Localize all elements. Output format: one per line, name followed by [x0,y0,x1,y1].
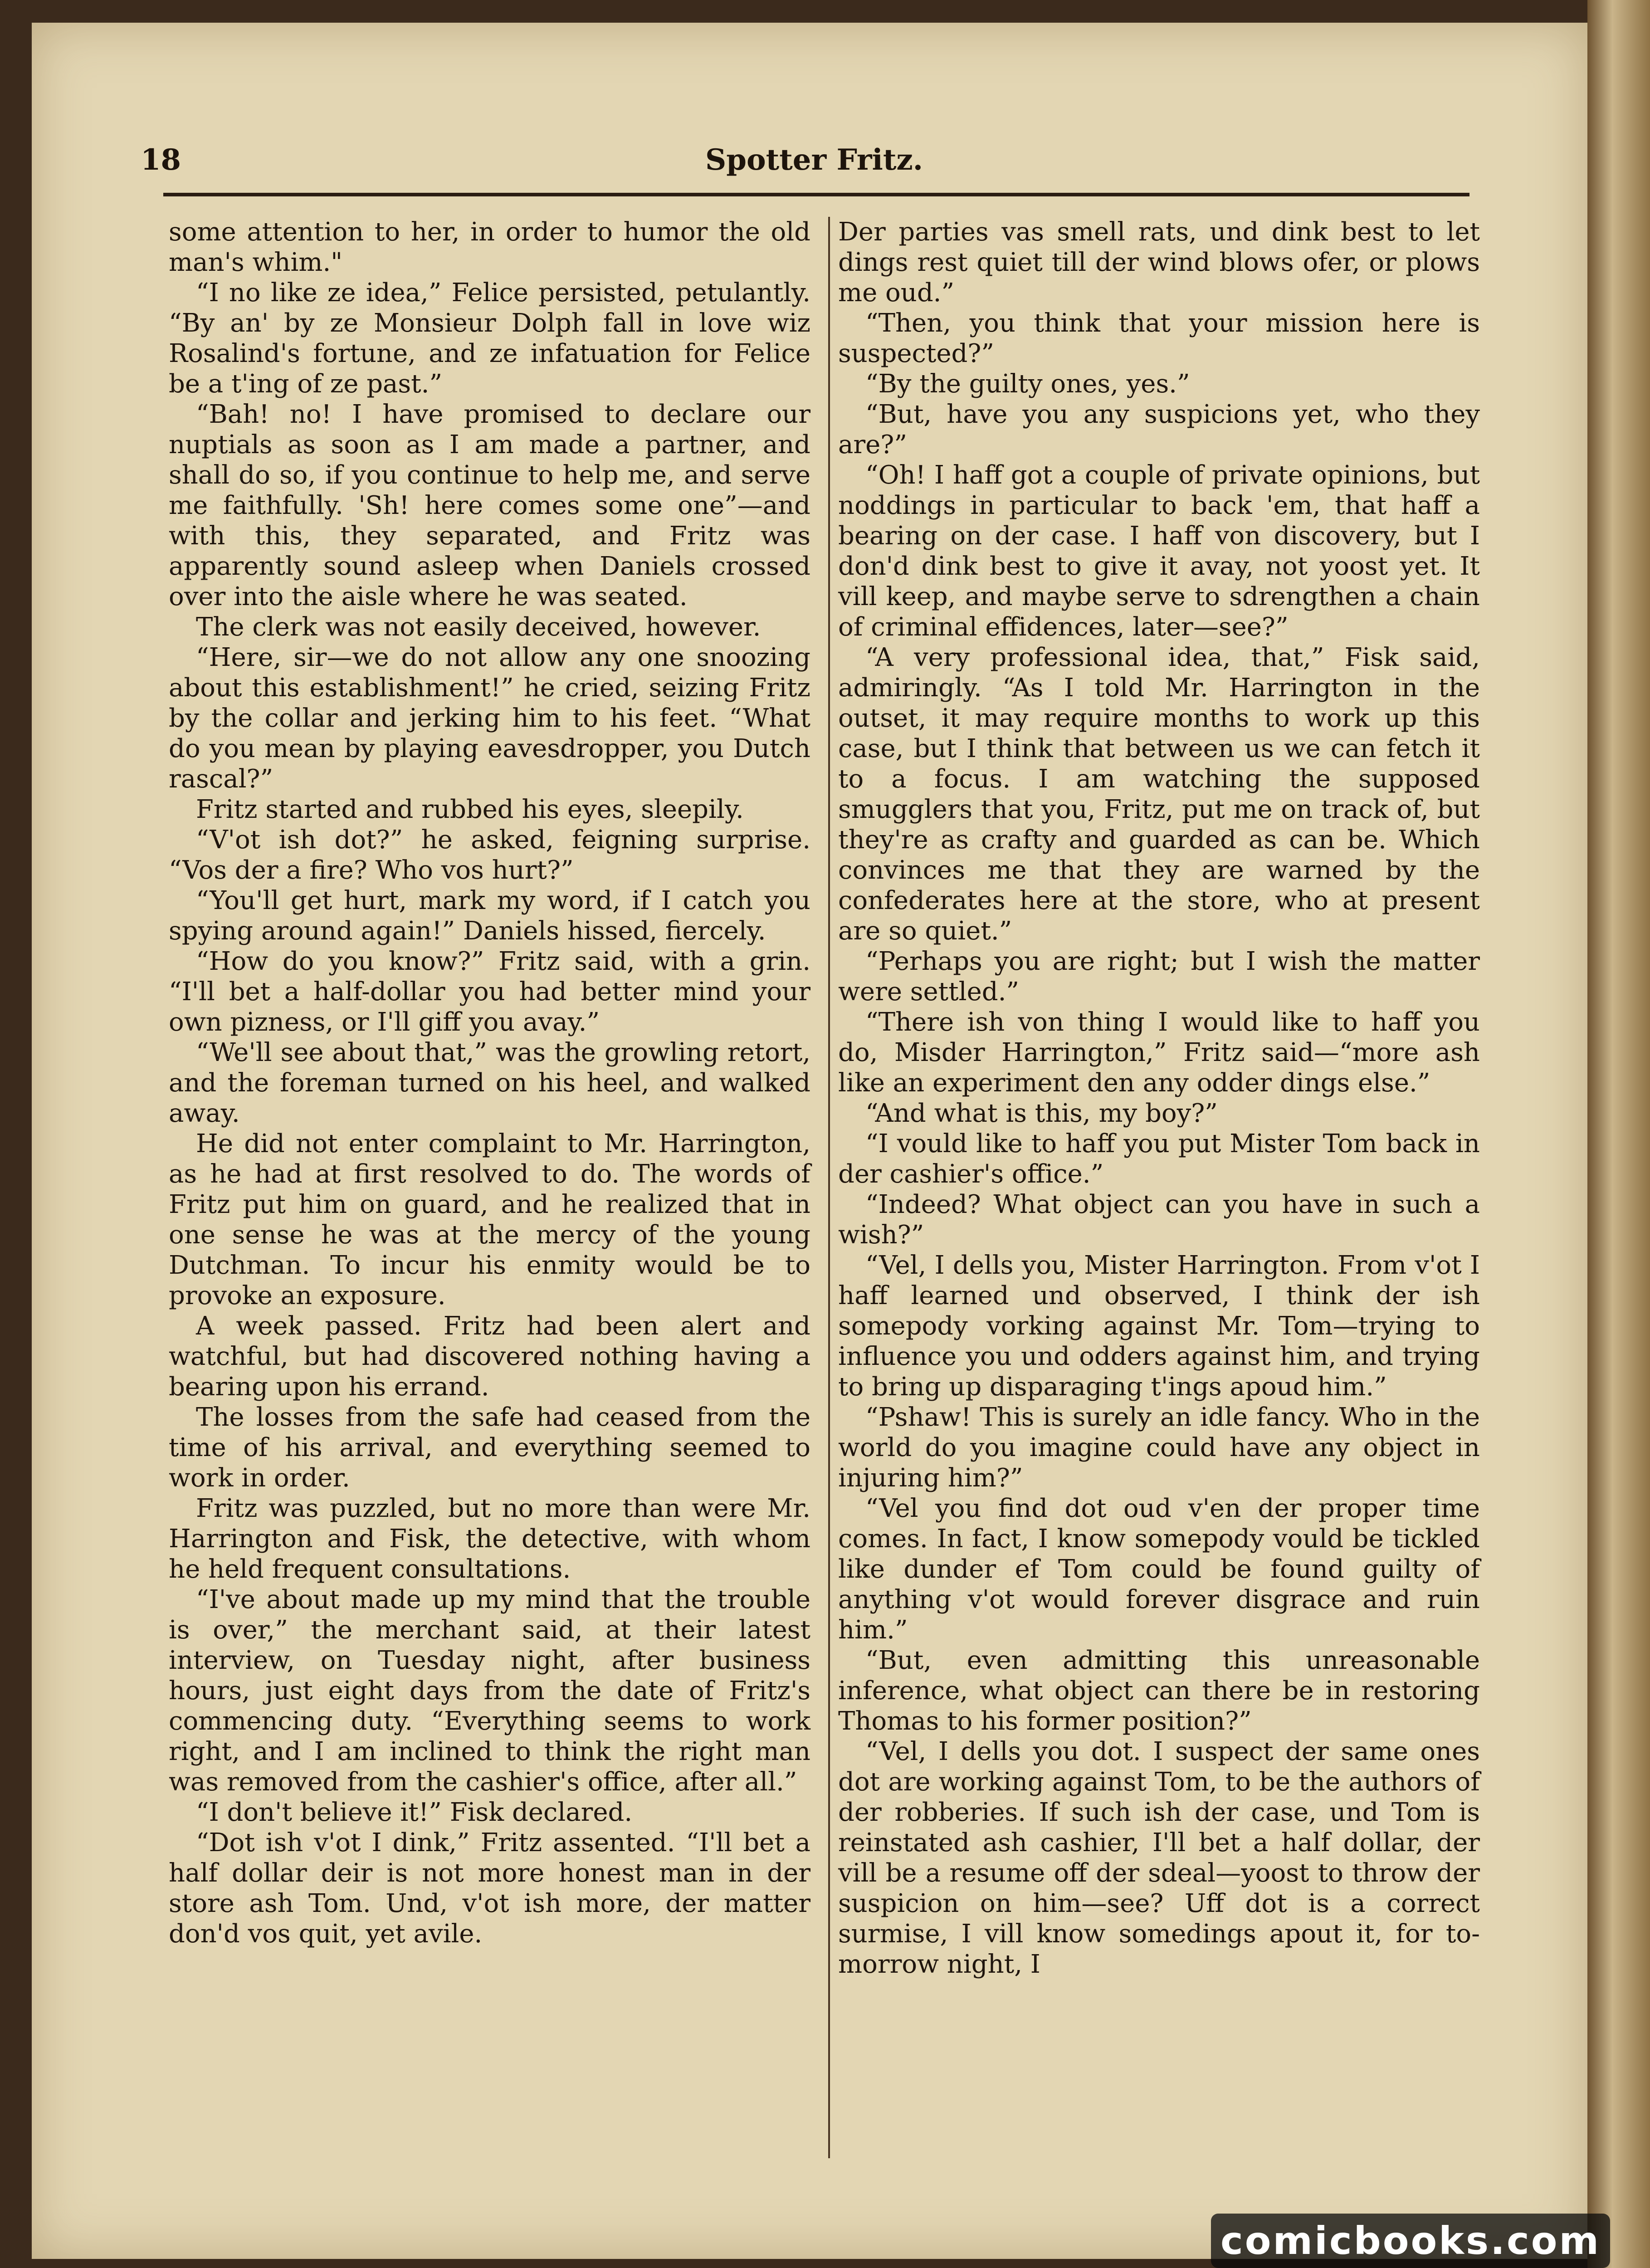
paragraph: He did not enter complaint to Mr. Harrington, as he had at first resolved to do. The words of Fritz put him on guard, and he realized that in one sense he was at the mercy of the young Dutchman. To incur his enmity would be to provoke an exposure. [169,1129,810,1310]
header-rule [163,193,1469,196]
paragraph: “Then, you think that your mission here is suspected?” [838,308,1480,368]
paragraph: The losses from the safe had ceased from the time of his arrival, and everything seemed to work in order. [169,1403,810,1493]
paragraph: The clerk was not easily deceived, however. [196,612,761,642]
paragraph: “Vel, I dells you dot. I suspect der same ones dot are working against Tom, to be the authors of der robberies. If such ish der case, und Tom is reinstated ash cashier, I'll bet a half dollar, der vill be a resume off der sdeal—yoost to throw der suspicion on him—see? Uff dot is a correct surmise, I vill know somedings apout it, for to-morrow night, I [838,1737,1480,1979]
paragraph: “Indeed? What object can you have in such a wish?” [838,1190,1480,1250]
paragraph: “A very professional idea, that,” Fisk said, admiringly. “As I told Mr. Harrington in the outset, it may require months to work up this case, but I think that between us we can fetch it to a focus. I am watching the supposed smugglers that you, Fritz, put me on track of, but they're as crafty and guarded as can be. Which convinces me that they are warned by the confederates here at the store, who at present are so quiet.” [838,643,1480,946]
paragraph: A week passed. Fritz had been alert and watchful, but had discovered nothing having a bearing upon his errand. [169,1311,810,1402]
paragraph: “But, have you any suspicions yet, who they are?” [838,400,1480,459]
paragraph: “Vel you find dot oud v'en der proper time comes. In fact, I know somepody vould be tickled like dunder ef Tom could be found guilty of anything v'ot would forever disgrace and ruin him.” [838,1494,1480,1645]
paragraph: “Vel, I dells you, Mister Harrington. From v'ot I haff learned und observed, I think der ish somepody vorking against Mr. Tom—trying to influence you und odders against him, and trying to bring up disparaging t'ings apoud him.” [838,1251,1480,1402]
paragraph: “V'ot ish dot?” he asked, feigning surprise. “Vos der a fire? Who vos hurt?” [169,825,810,885]
paragraph: “But, even admitting this unreasonable inference, what object can there be in restoring Thomas to his former position?” [838,1646,1480,1736]
paragraph: “Pshaw! This is surely an idle fancy. Who in the world do you imagine could have any object in injuring him?” [838,1403,1480,1493]
paragraph: Der parties vas smell rats, und dink best to let dings rest quiet till der wind blows ofer, or plows me oud.” [838,217,1480,308]
paragraph: “Oh! I haff got a couple of private opinions, but noddings in particular to back 'em, that haff a bearing on der case. I haff von discovery, but I don'd dink best to give it avay, not yoost yet. It vill keep, and maybe serve to sdrengthen a chain of criminal effidences, later—see?” [838,460,1480,642]
page-gutter [1587,0,1650,2268]
left-column [169,217,810,1949]
paragraph: Fritz was puzzled, but no more than were Mr. Harrington and Fisk, the detective, with whom he held frequent consultations. [169,1494,810,1584]
paragraph: “I don't believe it!” Fisk declared. [196,1798,633,1827]
paragraph: “I've about made up my mind that the trouble is over,” the merchant said, at their latest interview, on Tuesday night, after business hours, just eight days from the date of Fritz's commencing duty. “Everything seems to work right, and I am inclined to think the right man was removed from the cashier's office, after all.” [169,1585,810,1797]
right-column [838,217,1480,1980]
running-head: Spotter Fritz. [705,143,923,177]
paragraph: Fritz started and rubbed his eyes, sleepily. [196,795,744,824]
paragraph: “I vould like to haff you put Mister Tom back in der cashier's office.” [838,1129,1480,1189]
column-divider [828,217,830,2158]
paragraph: “Perhaps you are right; but I wish the matter were settled.” [838,947,1480,1007]
paragraph: “How do you know?” Fritz said, with a grin. “I'll bet a half-dollar you had better mind your own pizness, or I'll giff you avay.” [169,947,810,1037]
paragraph: “We'll see about that,” was the growling retort, and the foreman turned on his heel, and walked away. [169,1038,810,1128]
paragraph: “Here, sir—we do not allow any one snoozing about this establishment!” he cried, seizing Fritz by the collar and jerking him to his feet. “What do you mean by playing eavesdropper, you Dutch rascal?” [169,643,810,794]
site-watermark: comicbooks.com [1211,2214,1610,2268]
paragraph: some attention to her, in order to humor the old man's whim." [169,217,810,277]
paragraph: “Dot ish v'ot I dink,” Fritz assented. “I'll bet a half dollar deir is not more honest man in der store ash Tom. Und, v'ot ish more, der matter don'd vos quit, yet avile. [169,1828,810,1949]
paragraph: “Bah! no! I have promised to declare our nuptials as soon as I am made a partner, and shall do so, if you continue to help me, and serve me faithfully. 'Sh! here comes some one”—and with this, they separated, and Fritz was apparently sound asleep when Daniels crossed over into the aisle where he was seated. [169,400,810,611]
page-number: 18 [141,143,181,177]
paragraph: “You'll get hurt, mark my word, if I catch you spying around again!” Daniels hissed, fiercely. [169,886,810,946]
paragraph: “I no like ze idea,” Felice persisted, petulantly. “By an' by ze Monsieur Dolph fall in love wiz Rosalind's fortune, and ze infatuation for Felice be a t'ing of ze past.” [169,278,810,399]
paragraph: “By the guilty ones, yes.” [865,369,1190,399]
paragraph: “And what is this, my boy?” [865,1099,1218,1128]
paragraph: “There ish von thing I would like to haff you do, Misder Harrington,” Fritz said—“more ash like an experiment den any odder dings else.” [838,1007,1480,1098]
